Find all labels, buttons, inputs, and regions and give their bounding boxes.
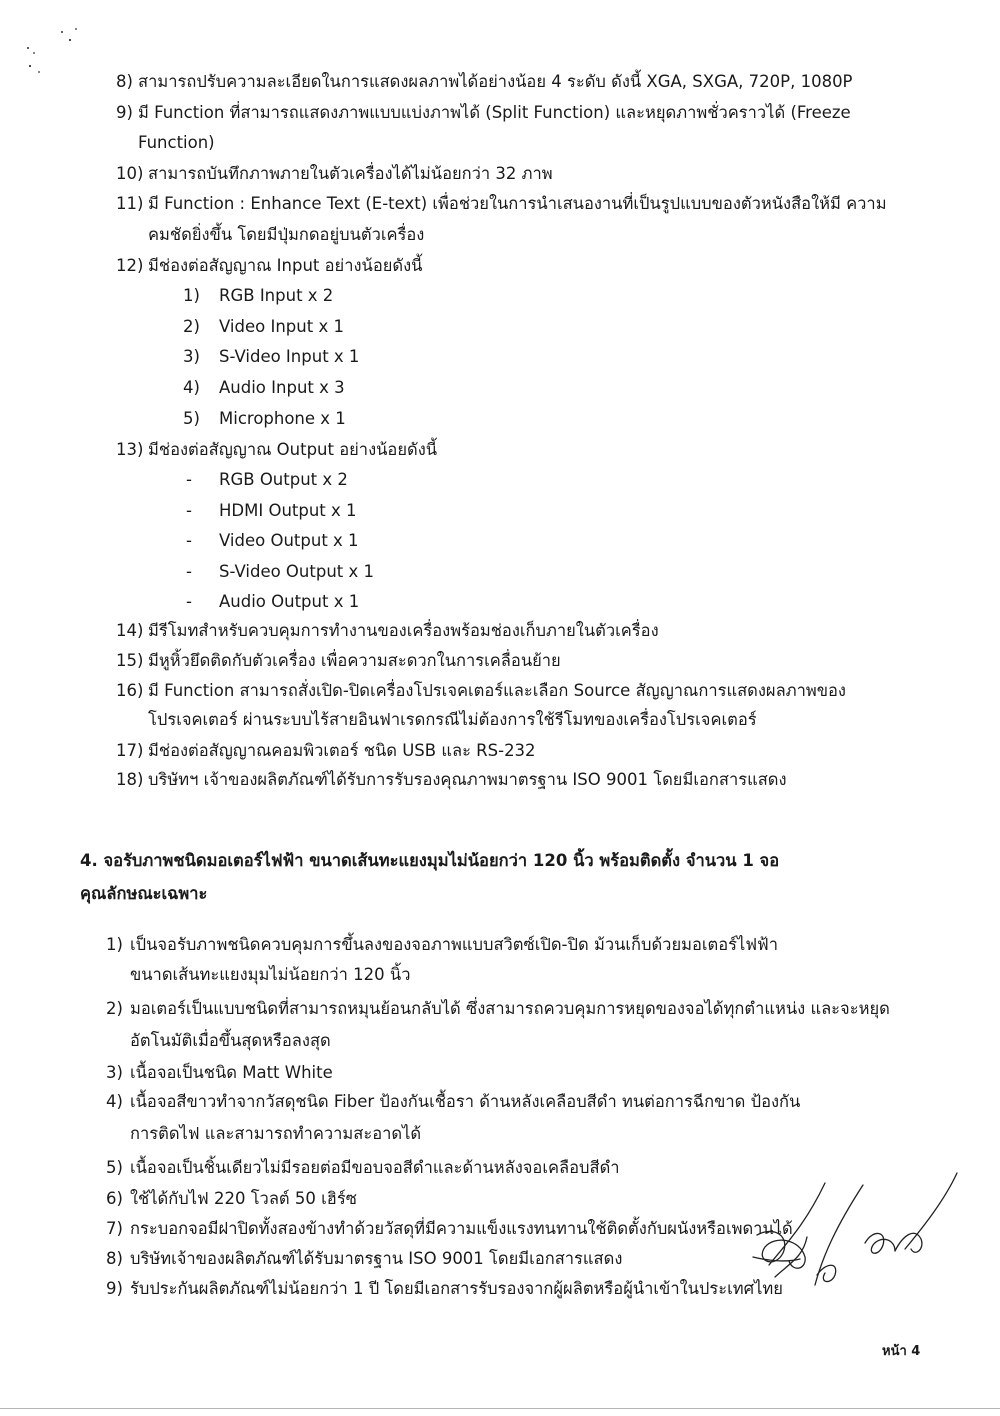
item-text: เนื้อจอสีขาวทำจากวัสดุชนิด Fiber ป้องกันเชื้อรา ด้านหลังเคลือบสีดำ ทนต่อการฉีกขาด ป้องกัน (130, 1092, 801, 1111)
output-spec: Audio Output x 1 (219, 592, 360, 611)
bullet-dash: - (186, 562, 192, 581)
item-number: 8) (106, 1249, 123, 1268)
page-number: หน้า 4 (882, 1344, 921, 1359)
output-spec: RGB Output x 2 (219, 470, 348, 489)
item-number: 13) (116, 440, 144, 459)
output-spec: HDMI Output x 1 (219, 501, 357, 520)
sub-item-number: 2) (183, 317, 200, 336)
item-number: 7) (106, 1219, 123, 1238)
section-title: 4. จอรับภาพชนิดมอเตอร์ไฟฟ้า ขนาดเส้นทะแยงมุมไม่น้อยกว่า 120 นิ้ว พร้อมติดตั้ง จำนวน 1 จอ (80, 851, 780, 870)
input-spec: Microphone x 1 (219, 409, 346, 428)
bullet-dash: - (186, 531, 192, 550)
input-spec: Audio Input x 3 (219, 378, 345, 397)
item-text-continuation: อัตโนมัติเมื่อขึ้นสุดหรือลงสุด (130, 1031, 331, 1050)
item-text-continuation: Function) (138, 133, 215, 152)
item-number: 18) (116, 770, 144, 789)
item-number: 8) (116, 72, 133, 91)
item-text: บริษัทเจ้าของผลิตภัณฑ์ได้รับมาตรฐาน ISO 9001 โดยมีเอกสารแสดง (130, 1249, 623, 1268)
sub-item-number: 1) (183, 286, 200, 305)
item-text: บริษัทฯ เจ้าของผลิตภัณฑ์ได้รับการรับรองคุณภาพมาตรฐาน ISO 9001 โดยมีเอกสารแสดง (148, 770, 787, 789)
item-text: เนื้อจอเป็นชิ้นเดียวไม่มีรอยต่อมีขอบจอสีดำและด้านหลังจอเคลือบสีดำ (130, 1158, 620, 1177)
item-text: มีช่องต่อสัญญาณคอมพิวเตอร์ ชนิด USB และ RS-232 (148, 741, 536, 760)
sub-item-number: 5) (183, 409, 200, 428)
item-text-continuation: ขนาดเส้นทะแยงมุมไม่น้อยกว่า 120 นิ้ว (130, 965, 411, 984)
page-bottom-edge (0, 1408, 1000, 1409)
item-number: 14) (116, 621, 144, 640)
item-text: รับประกันผลิตภัณฑ์ไม่น้อยกว่า 1 ปี โดยมีเอกสารรับรองจากผู้ผลิตหรือผู้นำเข้าในประเทศไทย (130, 1279, 783, 1298)
item-text-continuation: คมชัดยิ่งขึ้น โดยมีปุ่มกดอยู่บนตัวเครื่อง (148, 225, 425, 244)
item-text-continuation: โปรเจคเตอร์ ผ่านระบบไร้สายอินฟาเรดกรณีไม่ต้องการใช้รีโมทของเครื่องโปรเจคเตอร์ (148, 710, 757, 729)
sub-item-number: 3) (183, 347, 200, 366)
item-number: 5) (106, 1158, 123, 1177)
item-number: 11) (116, 194, 144, 213)
input-spec: Video Input x 1 (219, 317, 344, 336)
item-text: มี Function : Enhance Text (E-text) เพื่อช่วยในการนำเสนองานที่เป็นรูปแบบของตัวหนังสือให้มี ความ (148, 194, 887, 213)
item-number: 3) (106, 1063, 123, 1082)
section-subtitle: คุณลักษณะเฉพาะ (80, 884, 208, 903)
input-spec: S-Video Input x 1 (219, 347, 360, 366)
item-text-continuation: การติดไฟ และสามารถทำความสะอาดได้ (130, 1124, 422, 1143)
item-number: 9) (106, 1279, 123, 1298)
item-number: 2) (106, 999, 123, 1018)
item-text: เป็นจอรับภาพชนิดควบคุมการขึ้นลงของจอภาพแบบสวิตซ์เปิด-ปิด ม้วนเก็บด้วยมอเตอร์ไฟฟ้า (130, 935, 778, 954)
item-number: 10) (116, 164, 144, 183)
bullet-dash: - (186, 501, 192, 520)
sub-item-number: 4) (183, 378, 200, 397)
output-spec: S-Video Output x 1 (219, 562, 375, 581)
item-text: มีช่องต่อสัญญาณ Output อย่างน้อยดังนี้ (148, 440, 438, 459)
item-text: มี Function ที่สามารถแสดงภาพแบบแบ่งภาพได้ (Split Function) และหยุดภาพชั่วคราวได้ (Freeze (138, 103, 851, 122)
item-number: 17) (116, 741, 144, 760)
item-number: 9) (116, 103, 133, 122)
item-text: ใช้ได้กับไฟ 220 โวลต์ 50 เฮิร์ซ (130, 1189, 357, 1208)
item-text: มีหูหิ้วยึดติดกับตัวเครื่อง เพื่อความสะดวกในการเคลื่อนย้าย (148, 651, 561, 670)
item-text: กระบอกจอมีฝาปิดทั้งสองข้างทำด้วยวัสดุที่มีความแข็งแรงทนทานใช้ติดตั้งกับผนังหรือเพดานได้ (130, 1219, 793, 1238)
item-number: 4) (106, 1092, 123, 1111)
scan-specks (20, 20, 90, 80)
item-text: มีช่องต่อสัญญาณ Input อย่างน้อยดังนี้ (148, 256, 423, 275)
item-text: มีรีโมทสำหรับควบคุมการทำงานของเครื่องพร้อมช่องเก็บภายในตัวเครื่อง (148, 621, 659, 640)
item-text: เนื้อจอเป็นชนิด Matt White (130, 1063, 333, 1082)
output-spec: Video Output x 1 (219, 531, 359, 550)
handwritten-signatures (745, 1165, 965, 1305)
item-number: 6) (106, 1189, 123, 1208)
item-number: 1) (106, 935, 123, 954)
bullet-dash: - (186, 592, 192, 611)
item-number: 16) (116, 681, 144, 700)
item-text: มี Function สามารถสั่งเปิด-ปิดเครื่องโปรเจคเตอร์และเลือก Source สัญญาณการแสดงผลภาพของ (148, 681, 846, 700)
input-spec: RGB Input x 2 (219, 286, 334, 305)
item-text: สามารถปรับความละเอียดในการแสดงผลภาพได้อย่างน้อย 4 ระดับ ดังนี้ XGA, SXGA, 720P, 1080P (138, 72, 853, 91)
item-number: 15) (116, 651, 144, 670)
bullet-dash: - (186, 470, 192, 489)
item-text: สามารถบันทึกภาพภายในตัวเครื่องได้ไม่น้อยกว่า 32 ภาพ (148, 164, 553, 183)
item-number: 12) (116, 256, 144, 275)
item-text: มอเตอร์เป็นแบบชนิดที่สามารถหมุนย้อนกลับได้ ซึ่งสามารถควบคุมการหยุดของจอได้ทุกตำแหน่ง และจะหยุด (130, 999, 890, 1018)
